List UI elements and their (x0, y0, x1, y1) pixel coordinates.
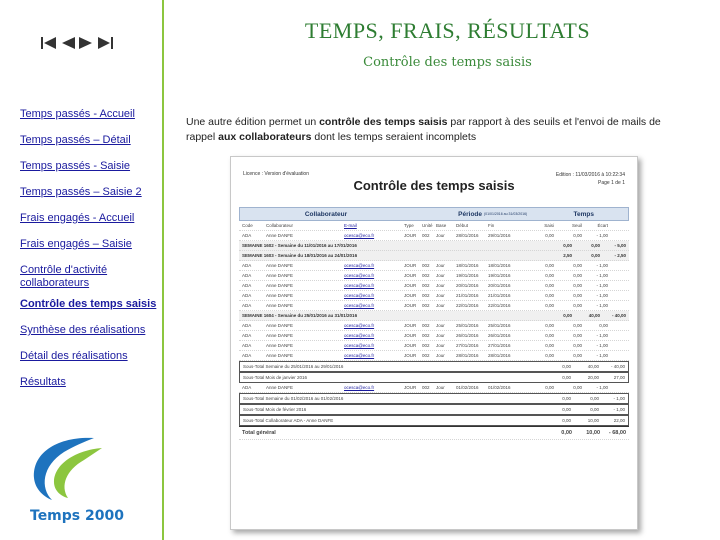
table-cell: 28/01/2016 (456, 233, 479, 238)
table-cell: 0,00 (545, 293, 554, 298)
temps-2000-logo (24, 430, 134, 530)
table-cell: 28/01/2016 (456, 353, 479, 358)
table-cell: Anne DANFE (266, 303, 294, 308)
report-title: Contrôle des temps saisis (353, 178, 515, 193)
email-link[interactable]: ocesca@eco.fr (344, 353, 375, 358)
table-cell: 25/01/2016 (488, 323, 511, 328)
column-header: Unité (422, 223, 433, 228)
table-cell: - 2,50 (614, 253, 626, 258)
table-cell: Anne DANFE (266, 283, 294, 288)
menu-item-frais-saisie[interactable]: Frais engagés – Saisie (20, 238, 132, 250)
table-cell: 0,00 (591, 253, 600, 258)
table-cell: Jour (436, 385, 445, 390)
table-cell: 0,00 (573, 303, 582, 308)
table-cell: 29/01/2016 (488, 233, 511, 238)
table-cell: 26/01/2016 (456, 333, 479, 338)
report-column-header (239, 221, 629, 231)
table-cell: 0,00 (573, 283, 582, 288)
table-cell: 18/01/2016 (456, 263, 479, 268)
table-cell: - 40,00 (611, 313, 626, 318)
table-cell: ADA (242, 323, 252, 328)
table-cell: 0,00 (562, 364, 571, 369)
email-link[interactable]: ocesca@eco.fr (344, 233, 375, 238)
table-cell: 0,00 (545, 333, 554, 338)
table-cell: JOUR (404, 385, 417, 390)
table-cell: 0,00 (573, 385, 582, 390)
subtotal-row (239, 415, 629, 426)
email-link[interactable]: ocesca@eco.fr (344, 283, 375, 288)
column-header: Seuil (571, 223, 582, 228)
table-cell: 0,00 (573, 293, 582, 298)
menu-item-synthese[interactable]: Synthèse des réalisations (20, 324, 146, 336)
report-licence: Licence : Version d'évaluation (243, 171, 309, 177)
vertical-divider (162, 0, 164, 540)
table-cell: 0,00 (545, 283, 554, 288)
menu-item-temps-accueil[interactable]: Temps passés - Accueil (20, 108, 135, 120)
table-cell: 21/01/2016 (488, 293, 511, 298)
table-cell: - 1,00 (596, 353, 608, 358)
table-cell: 0,00 (573, 273, 582, 278)
column-header: Début (456, 223, 469, 228)
column-header: Code (242, 223, 253, 228)
email-link[interactable]: ocesca@eco.fr (344, 323, 375, 328)
subtotal-row (239, 241, 629, 251)
first-slide-icon[interactable] (40, 36, 58, 50)
table-row (239, 331, 629, 341)
column-header: Type (404, 223, 414, 228)
table-cell: JOUR (404, 293, 417, 298)
table-cell: - 1,00 (596, 273, 608, 278)
table-cell: 01/02/2016 (456, 385, 479, 390)
table-cell: 28/01/2016 (488, 353, 511, 358)
table-cell: 27/01/2016 (456, 343, 479, 348)
table-cell: JOUR (404, 233, 417, 238)
table-cell: JOUR (404, 263, 417, 268)
table-cell: 0,00 (573, 333, 582, 338)
table-cell: - 1,00 (596, 283, 608, 288)
row-label: Sous-Total Semaine du 25/01/2016 au 29/01/2016 (243, 364, 344, 369)
row-label: SEMAINE 1602 - Semaine du 11/01/2016 au 17/01/2016 (242, 243, 357, 248)
subtotal-row (239, 393, 629, 404)
table-cell: ADA (242, 343, 252, 348)
table-row (239, 301, 629, 311)
table-row (239, 383, 629, 393)
table-row (239, 271, 629, 281)
table-cell: Anne DANFE (266, 333, 294, 338)
table-cell: 002 (422, 333, 430, 338)
table-cell: 002 (422, 273, 430, 278)
table-cell: 22/01/2016 (456, 303, 479, 308)
table-cell: Anne DANFE (266, 385, 294, 390)
previous-slide-icon[interactable] (60, 36, 76, 50)
table-cell: - 1,00 (596, 303, 608, 308)
table-cell: JOUR (404, 353, 417, 358)
table-cell: 26/01/2016 (488, 333, 511, 338)
subtotal-row (239, 311, 629, 321)
table-cell: ADA (242, 233, 252, 238)
table-cell: 18/01/2016 (488, 263, 511, 268)
table-row (239, 291, 629, 301)
table-cell: 0,00 (573, 233, 582, 238)
table-cell: 10,00 (587, 418, 599, 423)
report-edition: Edition : 11/03/2016 à 10:22:34 Page 1 de 1 (555, 172, 625, 186)
table-cell: Anne DANFE (266, 233, 294, 238)
slide-navigation (40, 36, 114, 50)
menu-item-temps-detail[interactable]: Temps passés – Détail (20, 134, 131, 146)
row-label: SEMAINE 1603 - Semaine du 18/01/2016 au 24/01/2016 (242, 253, 358, 258)
table-cell: - 1,00 (596, 263, 608, 268)
menu-item-frais-accueil[interactable]: Frais engagés - Accueil (20, 212, 135, 224)
email-link[interactable]: ocesca@eco.fr (344, 303, 375, 308)
table-cell: Jour (436, 283, 445, 288)
table-cell: 22,00 (613, 418, 625, 423)
next-slide-icon[interactable] (78, 36, 94, 50)
table-row (239, 261, 629, 271)
table-cell: 0,00 (562, 396, 571, 401)
report-rows (239, 231, 629, 440)
table-cell: ADA (242, 353, 252, 358)
email-link[interactable]: ocesca@eco.fr (344, 293, 375, 298)
table-cell: 002 (422, 283, 430, 288)
row-label: Sous-Total Mois de février 2016 (243, 407, 307, 412)
menu-item-controle-temps[interactable]: Contrôle des temps saisis (20, 298, 157, 310)
table-cell: 0,00 (573, 263, 582, 268)
table-cell: 002 (422, 233, 430, 238)
table-cell: 0,00 (573, 343, 582, 348)
row-label: Sous-Total Collaborateur ADA - Anne DANFE (243, 418, 334, 423)
table-cell: Anne DANFE (266, 263, 294, 268)
menu-item-temps-saisie-2[interactable]: Temps passés – Saisie 2 (20, 186, 142, 198)
table-cell: JOUR (404, 283, 417, 288)
menu-item-resultats[interactable]: Résultats (20, 376, 66, 388)
table-cell: 0,00 (545, 263, 554, 268)
table-cell: 20/01/2016 (488, 283, 511, 288)
table-cell: 0,00 (561, 430, 572, 436)
menu-item-temps-saisie[interactable]: Temps passés - Saisie (20, 160, 131, 172)
table-cell: ADA (242, 333, 252, 338)
table-cell: 002 (422, 343, 430, 348)
table-cell: ADA (242, 385, 252, 390)
report-header (239, 165, 629, 203)
table-cell: 0,00 (562, 375, 571, 380)
email-link[interactable]: ocesca@eco.fr (344, 333, 375, 338)
table-cell: 0,00 (545, 273, 554, 278)
table-cell: JOUR (404, 273, 417, 278)
table-cell: 40,00 (588, 313, 600, 318)
table-cell: Anne DANFE (266, 343, 294, 348)
table-cell: 0,00 (599, 323, 608, 328)
table-cell: 0,00 (562, 407, 571, 412)
table-cell: 0,00 (545, 353, 554, 358)
column-header: Fin (488, 223, 495, 228)
table-cell: JOUR (404, 303, 417, 308)
menu-item-detail-realisations[interactable]: Détail des réalisations (20, 350, 128, 362)
table-cell: 0,00 (545, 323, 554, 328)
table-cell: 40,00 (587, 364, 599, 369)
table-cell: Anne DANFE (266, 293, 294, 298)
email-link[interactable]: ocesca@eco.fr (344, 273, 375, 278)
table-cell: Jour (436, 333, 445, 338)
table-cell: JOUR (404, 343, 417, 348)
table-cell: ADA (242, 293, 252, 298)
table-cell: 0,00 (545, 385, 554, 390)
table-cell: ADA (242, 263, 252, 268)
table-cell: Jour (436, 293, 445, 298)
table-cell: Jour (436, 303, 445, 308)
column-header: E-mail (344, 223, 357, 228)
table-cell: Jour (436, 263, 445, 268)
table-cell: Jour (436, 273, 445, 278)
table-cell: - 1,00 (613, 396, 625, 401)
table-cell: - 1,00 (613, 407, 625, 412)
table-cell: - 5,00 (614, 243, 626, 248)
table-cell: 0,00 (591, 243, 600, 248)
table-cell: 0,00 (590, 396, 599, 401)
logo-text: Temps 2000 (30, 508, 124, 524)
table-cell: - 40,00 (610, 364, 625, 369)
table-cell: 27/01/2016 (488, 343, 511, 348)
subtotal-row (239, 361, 629, 372)
email-link[interactable]: ocesca@eco.fr (344, 385, 375, 390)
table-cell: ADA (242, 283, 252, 288)
table-cell: 0,00 (563, 313, 572, 318)
table-cell: - 1,00 (596, 293, 608, 298)
table-cell: - 1,00 (596, 343, 608, 348)
table-cell: 002 (422, 323, 430, 328)
table-cell: 25/01/2016 (456, 323, 479, 328)
table-row (239, 321, 629, 331)
row-label: SEMAINE 1604 - Semaine du 25/01/2016 au 31/01/2016 (242, 313, 358, 318)
table-cell: 0,00 (545, 233, 554, 238)
report-document (239, 165, 629, 521)
table-cell: 0,00 (545, 303, 554, 308)
table-cell: - 68,00 (608, 430, 626, 436)
table-cell: Anne DANFE (266, 273, 294, 278)
row-label: Total général (242, 430, 276, 436)
table-cell: 19/01/2016 (488, 273, 511, 278)
table-cell: 22/01/2016 (488, 303, 511, 308)
column-header: Saisi (544, 223, 554, 228)
total-row (239, 426, 629, 440)
menu-item-controle-activite[interactable]: Contrôle d'activité collaborateurs (20, 264, 108, 289)
report-band-header: Collaborateur Période (01/01/2016 au 31/03/2016) Temps (239, 207, 629, 221)
table-cell: 01/02/2016 (488, 385, 511, 390)
table-cell: Jour (436, 353, 445, 358)
subtotal-row (239, 404, 629, 415)
page-title: TEMPS, FRAIS, RÉSULTATS (304, 18, 591, 43)
table-cell: 002 (422, 353, 430, 358)
table-cell: 002 (422, 293, 430, 298)
table-cell: 10,00 (586, 430, 600, 436)
table-cell: JOUR (404, 323, 417, 328)
table-cell: - 1,00 (596, 233, 608, 238)
table-cell: JOUR (404, 333, 417, 338)
table-cell: 002 (422, 385, 430, 390)
intro-paragraph: Une autre édition permet un contrôle des temps saisis par rapport à des seuils et l'envoi de mails de rappel aux collaborateurs dont les temps seraient incomplets (186, 116, 661, 143)
table-cell: Anne DANFE (266, 353, 294, 358)
table-cell: 0,00 (545, 343, 554, 348)
table-cell: 0,00 (563, 243, 572, 248)
table-cell: 0,00 (562, 418, 571, 423)
table-cell: Jour (436, 323, 445, 328)
sidebar-menu (20, 108, 162, 402)
table-cell: 0,00 (573, 323, 582, 328)
column-header: Base (436, 223, 447, 228)
table-cell: 0,00 (573, 353, 582, 358)
column-header: Collaborateur (266, 223, 294, 228)
subtotal-row (239, 251, 629, 261)
table-row (239, 231, 629, 241)
table-cell: 0,00 (590, 407, 599, 412)
table-cell: - 1,00 (596, 333, 608, 338)
page-subtitle: Contrôle des temps saisis (363, 55, 532, 70)
table-cell: 21/01/2016 (456, 293, 479, 298)
table-cell: 20/01/2016 (456, 283, 479, 288)
table-row (239, 351, 629, 361)
table-row (239, 281, 629, 291)
table-cell: 002 (422, 303, 430, 308)
table-cell: 19/01/2016 (456, 273, 479, 278)
table-cell: Jour (436, 343, 445, 348)
report-preview (230, 156, 638, 530)
table-cell: Anne DANFE (266, 323, 294, 328)
email-link[interactable]: ocesca@eco.fr (344, 343, 375, 348)
table-cell: 2,50 (563, 253, 572, 258)
row-label: Sous-Total Mois de janvier 2016 (243, 375, 308, 380)
last-slide-icon[interactable] (96, 36, 114, 50)
email-link[interactable]: ocesca@eco.fr (344, 263, 375, 268)
table-cell: 002 (422, 263, 430, 268)
table-row (239, 341, 629, 351)
column-header: Écart (597, 223, 608, 228)
table-cell: - 1,00 (596, 385, 608, 390)
table-cell: 27,00 (613, 375, 625, 380)
table-cell: Jour (436, 233, 445, 238)
subtotal-row (239, 372, 629, 383)
table-cell: 20,00 (587, 375, 599, 380)
row-label: Sous-Total Semaine du 01/02/2016 au 01/02/2016 (243, 396, 344, 401)
table-cell: ADA (242, 273, 252, 278)
table-cell: ADA (242, 303, 252, 308)
